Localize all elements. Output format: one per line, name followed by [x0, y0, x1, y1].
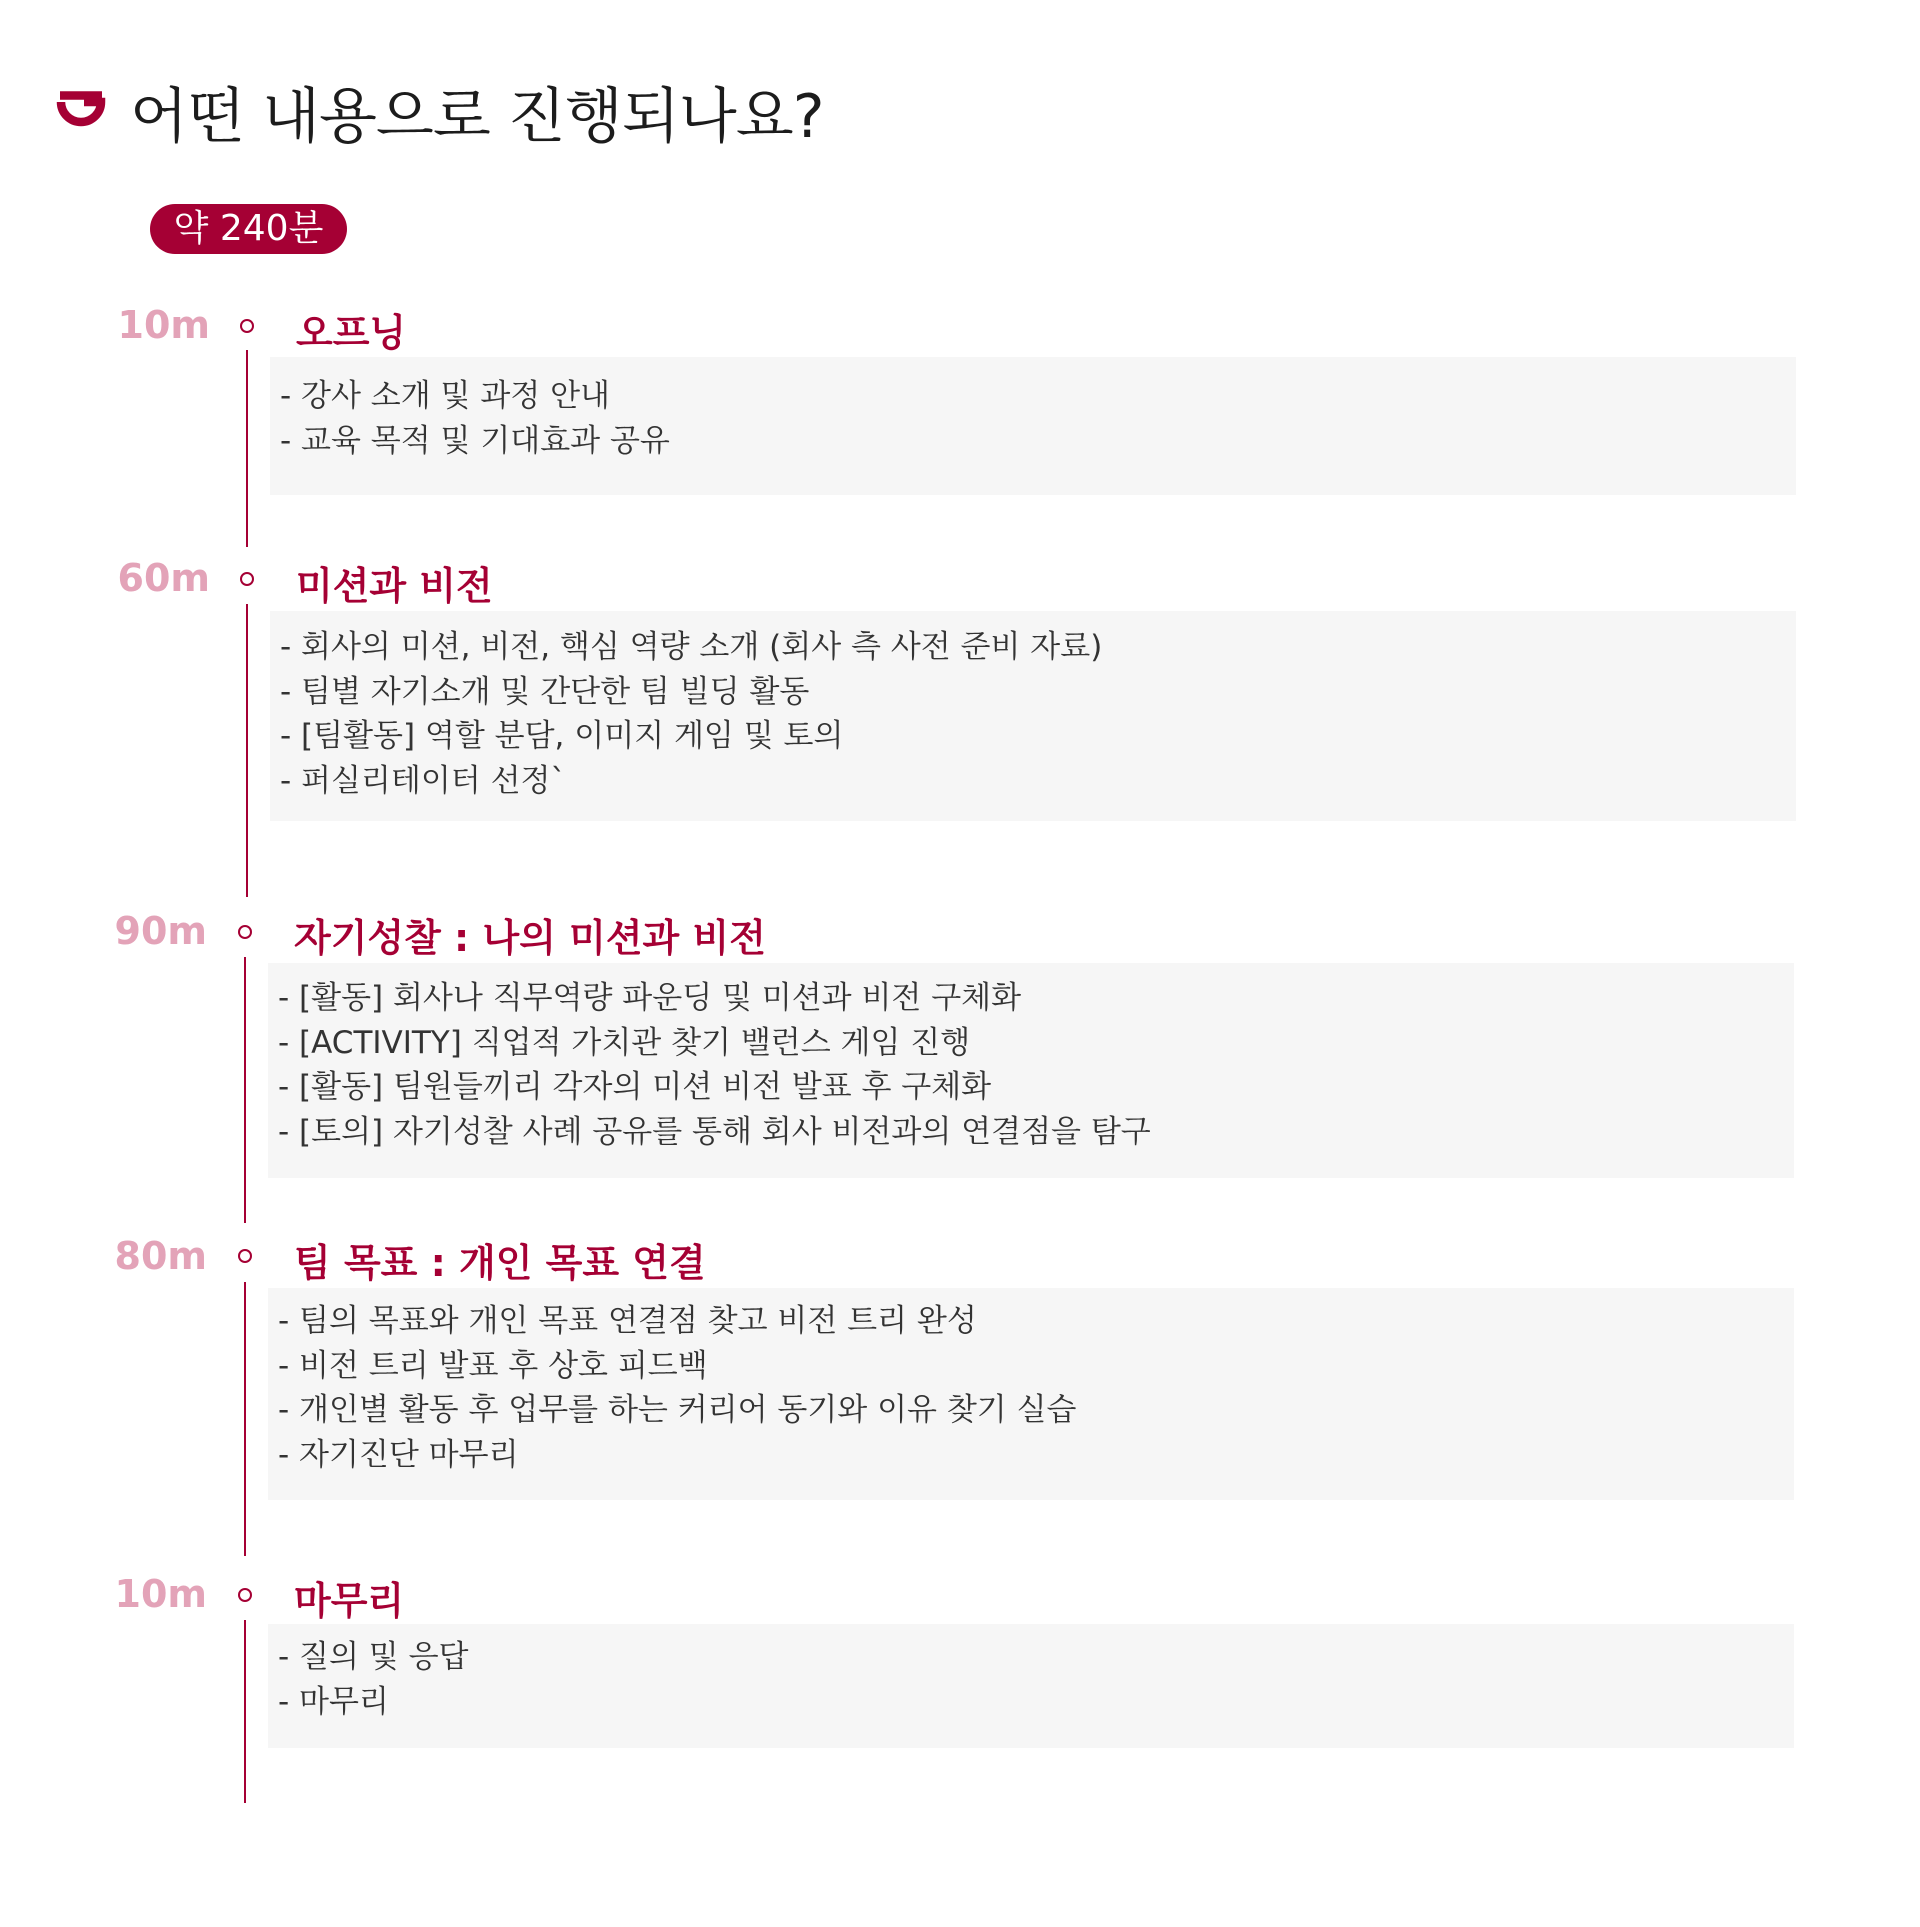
list-item: - [ACTIVITY] 직업적 가치관 찾기 밸런스 게임 진행 — [278, 1024, 971, 1061]
list-item: - 비전 트리 발표 후 상호 피드백 — [278, 1347, 708, 1384]
section-duration: 10m — [114, 1572, 207, 1616]
section-duration: 80m — [114, 1234, 207, 1278]
page-title: 어떤 내용으로 진행되나요? — [130, 82, 824, 152]
list-item: - 강사 소개 및 과정 안내 — [280, 378, 610, 414]
timeline-connector — [246, 350, 248, 547]
timeline-connector — [244, 1620, 246, 1803]
section-title: 오프닝 — [296, 311, 407, 355]
list-item: - [활동] 회사나 직무역량 파운딩 및 미션과 비전 구체화 — [278, 980, 1022, 1016]
timeline-connector — [246, 604, 248, 897]
section-title: 팀 목표 : 개인 목표 연결 — [294, 1241, 706, 1285]
section-content-box — [268, 1624, 1794, 1748]
list-item: - 퍼실리테이터 선정` — [280, 762, 566, 799]
section-duration: 10m — [117, 303, 210, 347]
section-title: 자기성찰 : 나의 미션과 비전 — [294, 916, 766, 960]
section-content-box — [270, 611, 1796, 821]
section-duration: 90m — [114, 909, 207, 953]
timeline-node-icon — [238, 1588, 252, 1602]
timeline-node-icon — [240, 319, 254, 333]
timeline-connector — [244, 1282, 246, 1556]
list-item: - 자기진단 마무리 — [278, 1436, 519, 1473]
list-item: - 질의 및 응답 — [278, 1639, 469, 1675]
timeline-node-icon — [240, 572, 254, 586]
section-content-box — [268, 1288, 1794, 1500]
section-content-box — [270, 357, 1796, 495]
list-item: - 팀별 자기소개 및 간단한 팀 빌딩 활동 — [280, 673, 810, 710]
list-item: - 마무리 — [278, 1683, 389, 1720]
list-item: - 회사의 미션, 비전, 핵심 역량 소개 (회사 측 사전 준비 자료) — [280, 629, 1103, 665]
list-item: - 팀의 목표와 개인 목표 연결점 찾고 비전 트리 완성 — [278, 1303, 977, 1339]
section-title: 마무리 — [294, 1579, 405, 1623]
section-duration: 60m — [117, 556, 210, 600]
timeline-node-icon — [238, 1249, 252, 1263]
list-item: - 교육 목적 및 기대효과 공유 — [280, 422, 670, 459]
timeline-node-icon — [238, 925, 252, 939]
list-item: - 개인별 활동 후 업무를 하는 커리어 동기와 이유 찾기 실습 — [278, 1392, 1077, 1428]
list-item: - [토의] 자기성찰 사례 공유를 통해 회사 비전과의 연결점을 탐구 — [278, 1113, 1151, 1150]
list-item: - [팀활동] 역할 분담, 이미지 게임 및 토의 — [280, 718, 844, 754]
section-title: 미션과 비전 — [296, 564, 493, 608]
timeline-connector — [244, 957, 246, 1223]
total-duration-badge: 약 240분 — [150, 204, 347, 254]
section-content-box — [268, 963, 1794, 1178]
list-item: - [활동] 팀원들끼리 각자의 미션 비전 발표 후 구체화 — [278, 1069, 992, 1105]
